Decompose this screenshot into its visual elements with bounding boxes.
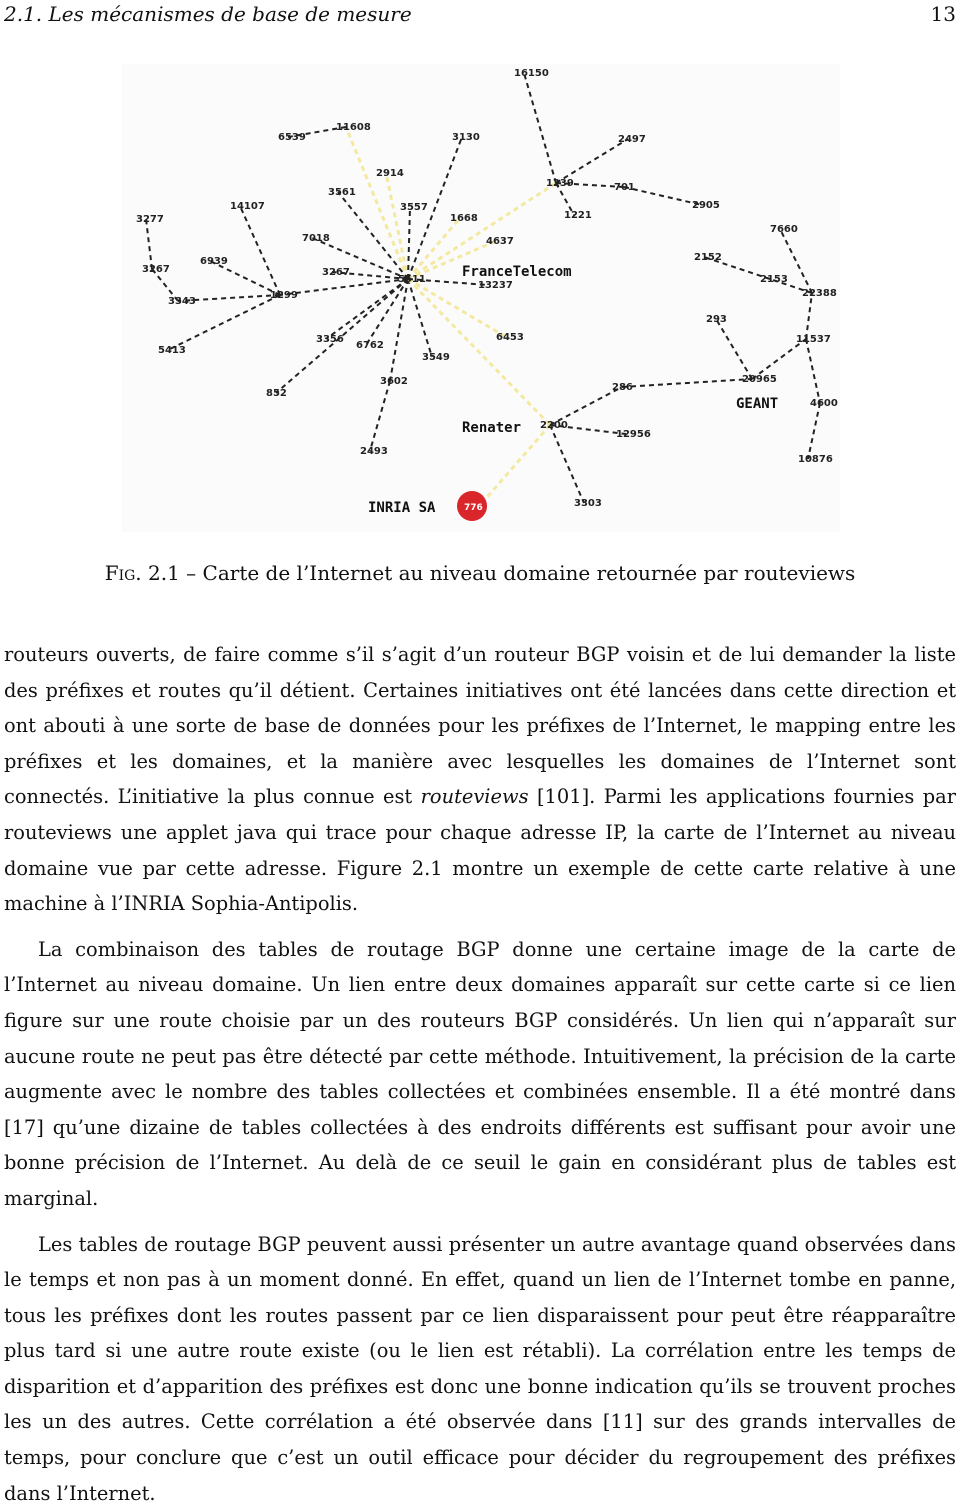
as-node-label: 1239	[546, 178, 574, 189]
as-node-label: 6539	[278, 132, 306, 143]
as-node-label: 11608	[336, 122, 371, 133]
as-node-label: 10876	[798, 454, 833, 465]
body-text	[4, 637, 956, 1511]
label-geant: GEANT	[736, 396, 778, 412]
as-node-label: 12956	[616, 429, 651, 440]
as-node-label: 5413	[158, 345, 186, 356]
p1-text-a: routeurs ouverts, de faire comme s’il s’agit d’un routeur BGP voisin et de lui demander la liste des préfixes et routes qu’il détient. Certaines initiatives ont été lancées dans cette direction et ont abouti à une sorte de base de données pour les préfixes de l’Internet, le mapping entre les préfixes et les domaines, et la manière avec lesquelles les domaines de l’Internet sont connectés. L’initiative la plus connue est	[4, 643, 956, 808]
as-node-label: 1668	[450, 213, 478, 224]
label-renater: Renater	[462, 420, 521, 436]
as-node-label: 1299	[270, 290, 298, 301]
paragraph-2: La combinaison des tables de routage BGP donne une certaine image de la carte de l’Internet au niveau domaine. Un lien entre deux domaines apparaît sur cette carte si ce lien figure sur une route choisie par un des routeurs BGP considérés. Un lien qui n’apparaît sur aucune route ne peut pas être détecté par cette méthode. Intuitivement, la précision de la carte augmente avec le nombre des tables collectées et combinées ensemble. Il a été montré dans [17] qu’une dizaine de tables collectées à des endroits différents est suffisant pour avoir une bonne précision de l’Internet. Au delà de ce seuil le gain en considérant plus de tables est marginal.	[4, 932, 956, 1217]
as-node-label: 11537	[796, 334, 831, 345]
as-node-label: 3267	[322, 267, 350, 278]
as-node-label: 852	[266, 388, 287, 399]
as-node-label: 3343	[168, 296, 196, 307]
paragraph-1	[4, 637, 956, 922]
as-node-label: 6453	[496, 332, 524, 343]
as-node-label: 13237	[478, 280, 513, 291]
p1-text-b: [101]. Parmi les applications fournies par routeviews une applet java qui trace pour chaque adresse IP, la carte de l’Internet au niveau domaine vue par cette adresse. Figure 2.1 montre un exemple de cette carte relative à une machine à l’INRIA Sophia-Antipolis.	[4, 785, 956, 915]
as-node-label: 7018	[302, 233, 330, 244]
as-node-label: 6939	[200, 256, 228, 267]
as-node-label: 3561	[328, 187, 356, 198]
as-node-label: 2152	[694, 252, 722, 263]
as-node-label: 3130	[452, 132, 480, 143]
as-map-graph	[122, 64, 840, 532]
as-node-label: 16150	[514, 68, 549, 79]
as-node-label: 7660	[770, 224, 798, 235]
figure-caption	[0, 561, 960, 585]
as-node-label: 286	[612, 382, 633, 393]
as-node-label: 3602	[380, 376, 408, 387]
as-node-label: 3277	[136, 214, 164, 225]
as-node-label: 20965	[742, 374, 777, 385]
as-node-label: 22388	[802, 288, 837, 299]
as-node-label: 701	[614, 182, 635, 193]
as-node-label: 4600	[810, 398, 838, 409]
page-number: 13	[931, 2, 956, 26]
as-node-label: 4637	[486, 236, 514, 247]
as-node-label: 2905	[692, 200, 720, 211]
node-label-inria-as: 776	[464, 503, 483, 513]
section-title: 2.1. Les mécanismes de base de mesure	[4, 2, 412, 26]
as-node-label: 3267	[142, 264, 170, 275]
as-node-label: 2497	[618, 134, 646, 145]
label-france-telecom: FranceTelecom	[462, 264, 572, 280]
as-node-label: 3356	[316, 334, 344, 345]
as-node-label: 2200	[540, 420, 568, 431]
as-node-label: 2153	[760, 274, 788, 285]
label-inria: INRIA SA	[368, 500, 436, 516]
as-node-label: 3303	[574, 498, 602, 509]
as-node-label: 14107	[230, 201, 265, 212]
as-node-label: 2914	[376, 168, 404, 179]
caption-dash: –	[186, 561, 196, 585]
as-node-label: 2493	[360, 446, 388, 457]
caption-number: 2.1	[148, 561, 180, 585]
caption-prefix: Fig.	[105, 561, 142, 585]
as-node-label: 5511	[398, 274, 426, 285]
as-map-figure	[122, 64, 840, 532]
as-node-label: 3557	[400, 202, 428, 213]
page-header	[0, 2, 960, 28]
as-node-label: 293	[706, 314, 727, 325]
caption-text: Carte de l’Internet au niveau domaine retournée par routeviews	[203, 561, 856, 585]
as-node-label: 1221	[564, 210, 592, 221]
as-node-label: 6762	[356, 340, 384, 351]
paragraph-3: Les tables de routage BGP peuvent aussi présenter un autre avantage quand observées dans le temps et non pas à un moment donné. En effet, quand un lien de l’Internet tombe en panne, tous les préfixes dont les routes passent par ce lien disparaissent pour peut être réapparaître plus tard si une autre route existe (ou le lien est rétabli). La corrélation entre les temps de disparition et d’apparition des préfixes est donc une bonne indication qu’ils se trouvent proches les un des autres. Cette corrélation a été observée dans [11] sur des grands intervalles de temps, pour conclure que c’est un outil efficace pour décider du regroupement des préfixes dans l’Internet.	[4, 1227, 956, 1511]
as-node-label: 3549	[422, 352, 450, 363]
p1-routeviews: routeviews	[421, 785, 529, 808]
